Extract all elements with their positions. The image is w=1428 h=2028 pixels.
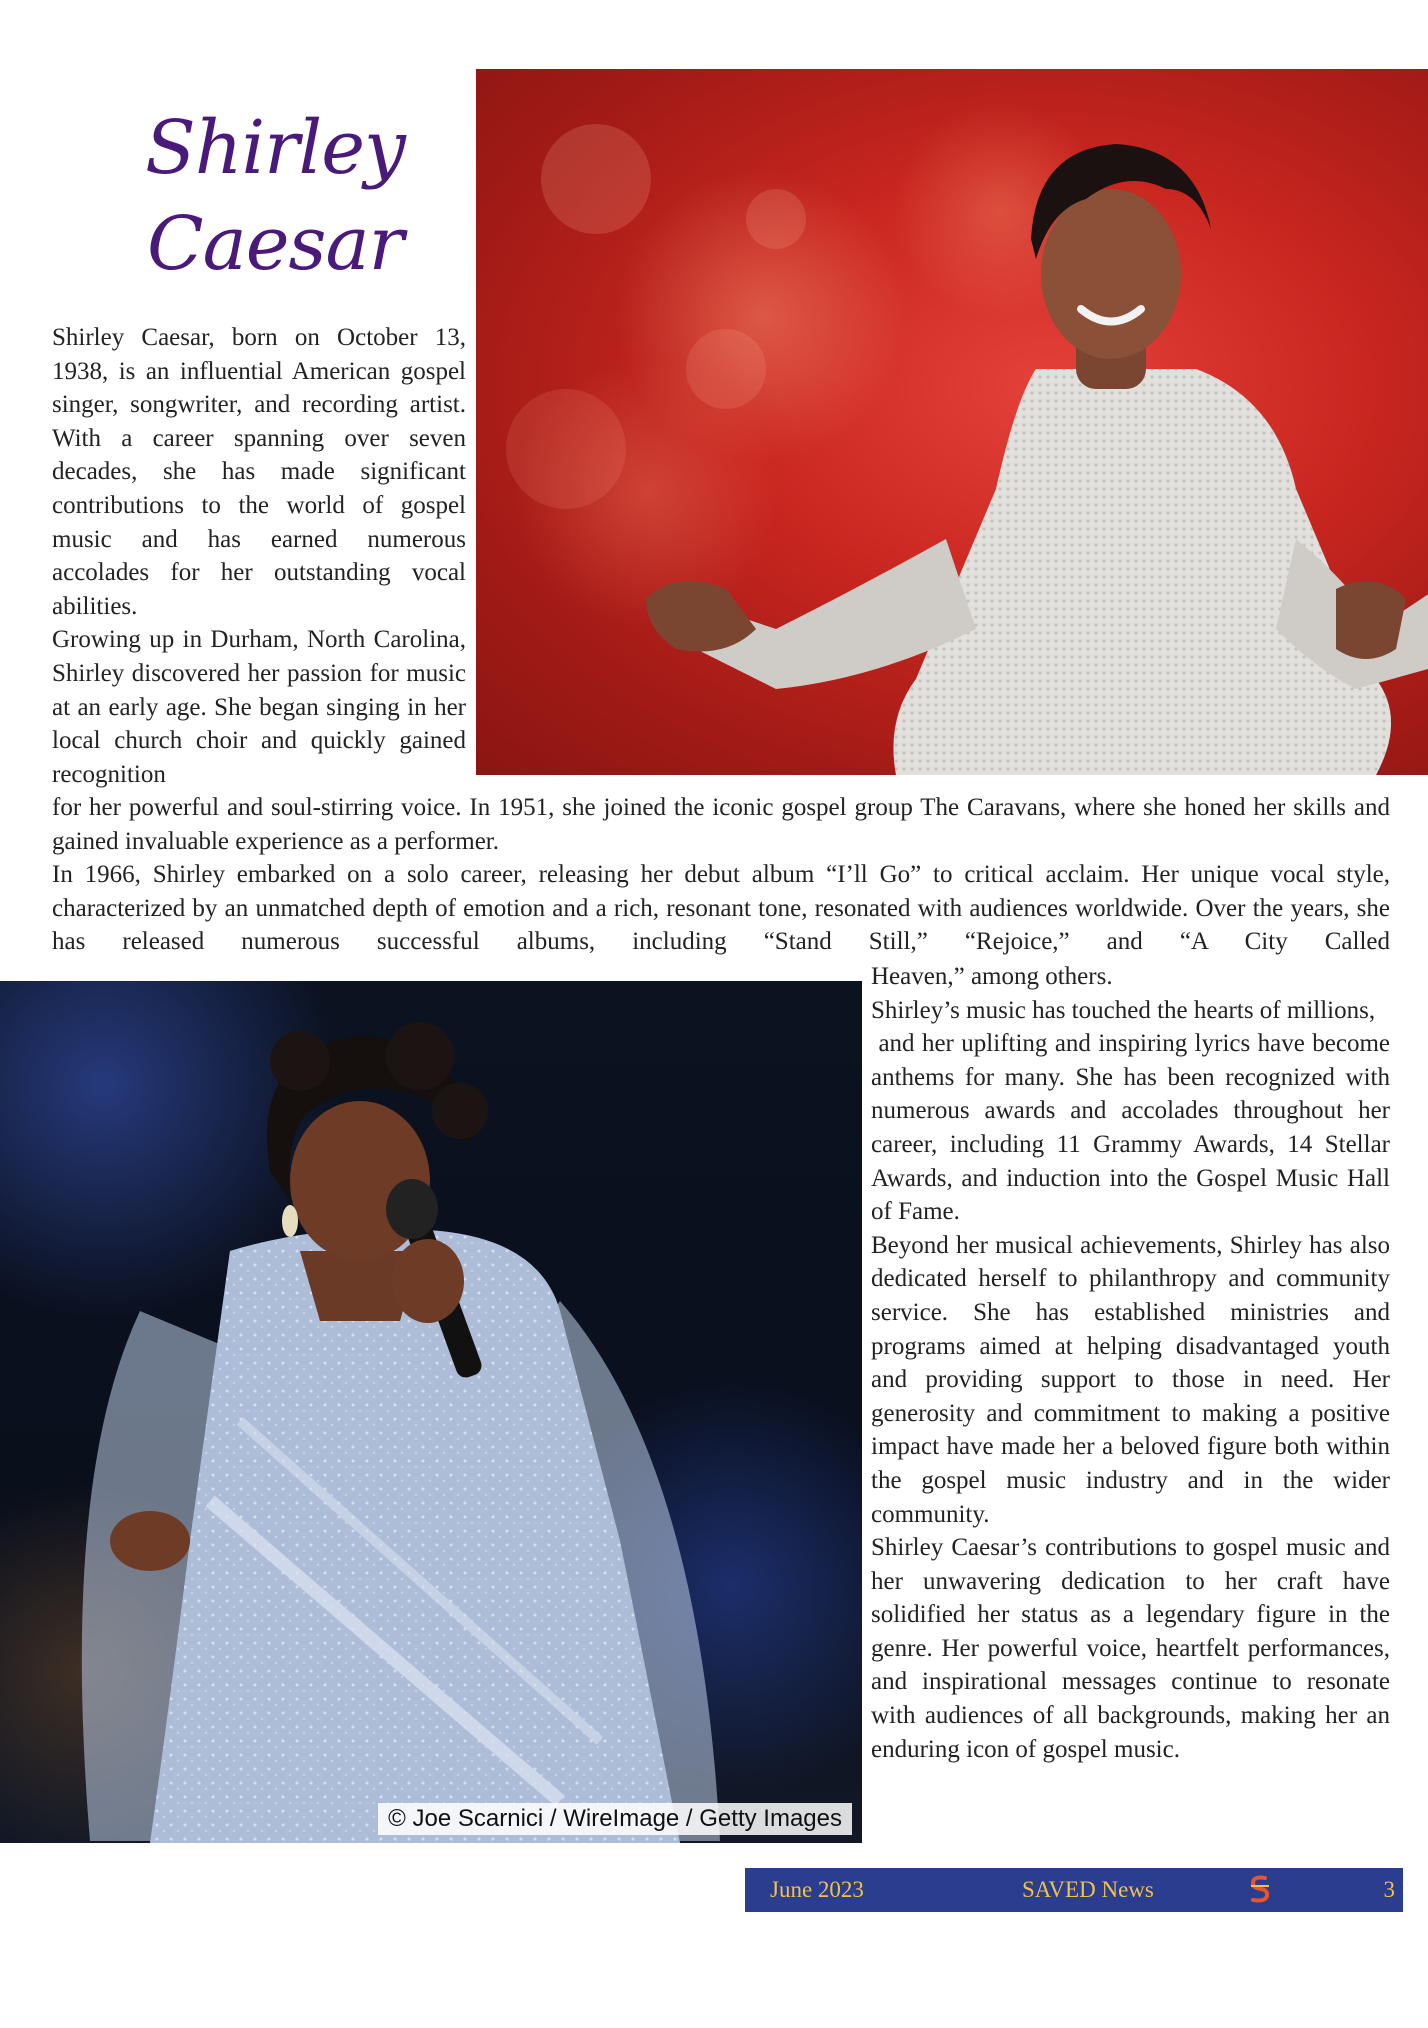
footer-date: June 2023 [770,1877,864,1902]
paragraph-3-part-2: Heaven,” among others. [871,963,1113,990]
paragraph-4-line-2: and her uplifting and inspiring lyrics have become anthems for many. She has been recognized with numerous awards and accolades throughout her career, including 11 Grammy Awards, 14 Stellar Awards, and induction into the Gospel Music Hall of Fame. [871,1030,1397,1226]
saved-news-logo-icon [1241,1872,1277,1908]
footer-publication: SAVED News [1022,1877,1154,1902]
photo-credit: © Joe Scarnici / WireImage / Getty Images [378,1803,852,1835]
title-line-1: Shirley [145,105,405,191]
right-column-text [871,960,1397,1766]
page-footer [745,1868,1403,1912]
paragraph-2-part-2: for her powerful and soul-stirring voice. In 1951, she joined the iconic gospel group The Caravans, where she honed her skills and gained invaluable experience as a performer. [52,794,1390,855]
title-line-2: Caesar [147,201,403,287]
paragraph-4-line-1: Shirley’s music has touched the hearts of millions, [871,996,1376,1024]
paragraph-3-part-1: In 1966, Shirley embarked on a solo career, releasing her debut album “I’ll Go” to critical acclaim. Her unique vocal style, characterized by an unmatched depth of emotion and a rich, resonant tone, resonated with audiences worldwide. Over the years, she has released numerous successful albums, including “Stand Still,” “Rejoice,” and “A City Called [52,861,1390,956]
paragraph-1: Shirley Caesar, born on October 13, 1938, is an influential American gospel singer, songwriter, and recording artist. With a career spanning over seven decades, she has made significant contributions to the world of gospel music and has earned numerous accolades for her outstanding vocal abilities. [52,324,466,620]
paragraph-2-part-1: Growing up in Durham, North Carolina, Shirley discovered her passion for music at an early age. She began singing in her local church choir and quickly gained recognition [52,626,466,788]
paragraph-6: Shirley Caesar’s contributions to gospel music and her unwavering dedication to her craft have solidified her status as a legendary figure in the genre. Her powerful voice, heartfelt performances, and inspirational messages continue to resonate with audiences of all backgrounds, making her an enduring icon of gospel music. [871,1534,1390,1763]
article-title [105,100,445,292]
stage-illustration [0,981,862,1843]
portrait-photo [476,69,1428,775]
footer-page-number: 3 [1383,1877,1395,1902]
left-column-text [52,321,466,791]
full-width-text [52,791,1390,959]
portrait-illustration [476,69,1428,775]
stage-photo [0,981,862,1843]
paragraph-5: Beyond her musical achievements, Shirley has also dedicated herself to philanthropy and community service. She has established ministries and programs aimed at helping disadvantaged youth and providing support to those in need. Her generosity and commitment to making a positive impact have made her a beloved figure both within the gospel music industry and in the wider community. [871,1231,1390,1528]
